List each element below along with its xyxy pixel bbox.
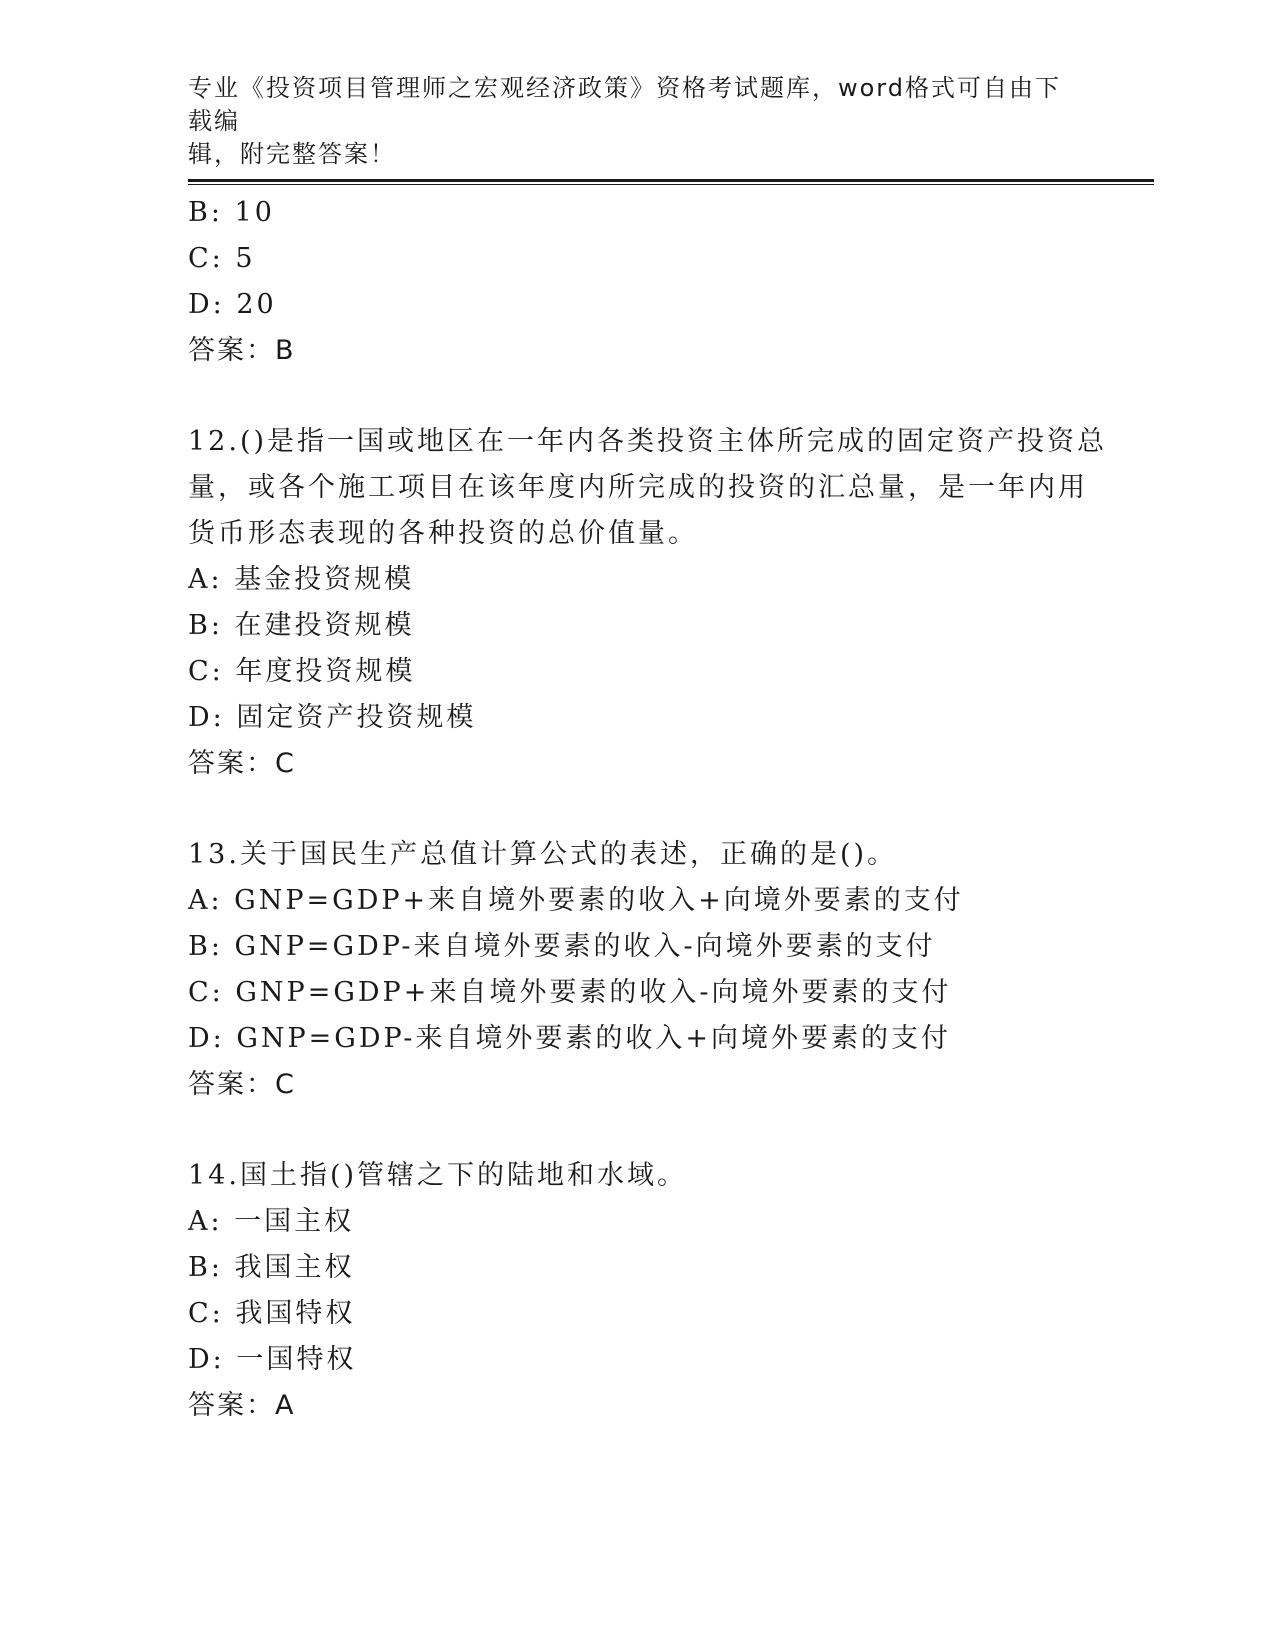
option-b: B: GNP=GDP-来自境外要素的收入-向境外要素的支付 xyxy=(188,931,936,962)
question-text-line: 量，或各个施工项目在该年度内所完成的投资的汇总量，是一年内用 xyxy=(188,472,1088,503)
spacer xyxy=(188,1108,1088,1153)
question-14 xyxy=(188,1153,1088,1429)
option-d: D: 一国特权 xyxy=(188,1344,357,1375)
document-header xyxy=(188,72,1068,171)
answer-line: 答案：C xyxy=(188,748,296,779)
answer-line: 答案：B xyxy=(188,335,296,366)
option-c: C: GNP=GDP+来自境外要素的收入-向境外要素的支付 xyxy=(188,977,952,1008)
question-text-line: 13.关于国民生产总值计算公式的表述，正确的是()。 xyxy=(188,839,898,870)
spacer xyxy=(188,787,1088,832)
option-b: B: 在建投资规模 xyxy=(188,610,415,641)
option-d: D: GNP=GDP-来自境外要素的收入+向境外要素的支付 xyxy=(188,1023,951,1054)
spacer xyxy=(188,374,1088,419)
question-12 xyxy=(188,419,1108,787)
option-a: A: GNP=GDP+来自境外要素的收入+向境外要素的支付 xyxy=(188,885,964,916)
option-a: A: 一国主权 xyxy=(188,1206,355,1237)
header-rule-thin xyxy=(188,184,1154,185)
header-line-2: 辑，附完整答案！ xyxy=(188,140,396,168)
question-13 xyxy=(188,832,1088,1108)
option-a: A: 基金投资规模 xyxy=(188,564,415,595)
answer-line: 答案：A xyxy=(188,1390,296,1421)
document-body xyxy=(188,190,1108,1429)
option-d: D: 固定资产投资规模 xyxy=(188,702,477,733)
option-d: D: 20 xyxy=(188,289,277,320)
option-b: B: 10 xyxy=(188,197,275,228)
question-text-line: 货币形态表现的各种投资的总价值量。 xyxy=(188,518,698,549)
option-c: C: 年度投资规模 xyxy=(188,656,416,687)
question-text-line: 12.()是指一国或地区在一年内各类投资主体所完成的固定资产投资总 xyxy=(188,426,1108,457)
question-text-line: 14.国土指()管辖之下的陆地和水域。 xyxy=(188,1160,688,1191)
question-11 xyxy=(188,190,1088,374)
answer-line: 答案：C xyxy=(188,1069,296,1100)
header-rule-thick xyxy=(188,179,1154,182)
option-c: C: 我国特权 xyxy=(188,1298,356,1329)
header-line-1: 专业《投资项目管理师之宏观经济政策》资格考试题库，word格式可自由下载编 xyxy=(188,74,1061,135)
option-b: B: 我国主权 xyxy=(188,1252,355,1283)
option-c: C: 5 xyxy=(188,243,256,274)
